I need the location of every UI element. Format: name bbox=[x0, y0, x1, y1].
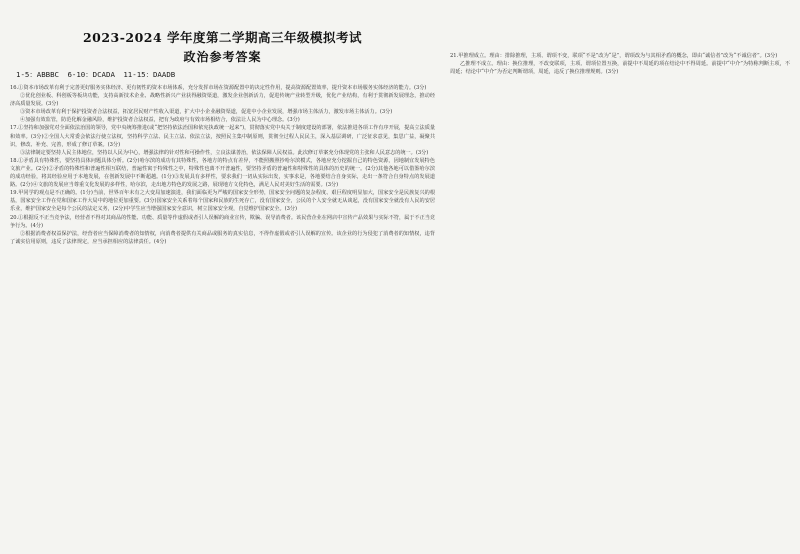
choice-answers-1-5: 1-5：ABBBC bbox=[16, 70, 59, 79]
q20-answer-part-1: 20.①根据反不正当竞争法，经营者不得对其商品的性能、功能、质量等作虚假或者引人误解的商业宣传，欺骗、误导消费者。该民营企业在网店中宣传产品效果与实际不符，属于不正当竞争行为。(4分) bbox=[10, 214, 435, 229]
q16-answer-part-1: 16.①资本市场改革有利于完善更好服务实体经济、更有韧性的资本市场体系，充分发挥市场在资源配置中的决定性作用，提高资源配置效率，提升资本市场服务实体经济的能力。(3分) bbox=[10, 85, 427, 91]
answer-key-title: 政治参考答案 bbox=[183, 50, 262, 64]
q17-answer-part-2: ③法律制定要坚持人民主体地位，坚持以人民为中心，增强法律的针对性和可操作性，立良法谋善治，依法保障人民权益。此次修订草案充分体现党的主张和人民意志的统一。(3分) bbox=[20, 149, 429, 156]
q18-answer: 18.①矛盾具有特殊性，要坚持具体问题具体分析。(2分)哈尔滨的成功有其特殊性，各地方的特点有差异，不能照搬照抄哈尔滨模式，各地应充分挖掘自己的特色资源，因地制宜发展特色文旅产业。(2分)②矛盾的特殊性和普遍性相互联结，普遍性寓于特殊性之中，特殊性也离不开普遍性，要坚持矛盾的普遍性和特殊性的具体的历史的统一。(2分)其他各地可以借鉴哈尔滨的成功经验，将其经验应用于本地发展，在创新发展中不断超越。(1分)③发展具有多样性，要求我们一切从实际出发，实事求是，各地要结合自身实际，走出一条符合自身特点的发展道路。(2分)④文旅的发展应当尊重文化发展的多样性，哈尔滨，走出地方特色的发展之路，展现地方文化特色，满足人民对美好生活的需要。(3分) bbox=[10, 157, 435, 189]
right-column bbox=[450, 52, 790, 77]
q16-answer-part-4: ④加强有效监管，防范化解金融风险，维护投资者合法权益，把有为政府与有效市场相结合，依法让人民为中心理念。(3分) bbox=[20, 117, 300, 124]
q19-answer: 19.甲同学的观点是不正确的。(1分)当前，世界百年未有之大变局加速演进，我们面临更为严峻的国家安全形势，国家安全问题的复杂程度、艰巨程度明显加大，国家安全是民族复兴的根基，国家安全工作在党和国家工作大局中的地位更加重要。(3分)国家安全关系着每个国家和民族的生死存亡，没有国家安全，公民的个人安全就无从谈起，没有国家安全就没有人民的安居乐业，维护国家安全是每个公民的法定义务，(2分)中学生应当增强国家安全意识，树立国家安全观，自觉维护国家安全。(3分) bbox=[10, 190, 435, 213]
q16-answer-part-3: ③资本市场改革有利于保护投资者合法权益，拓宽居民财产性收入渠道，扩大中小企业融资渠道，促进中小企业发展，增强市场主体活力，激发市场主体活力。(3分) bbox=[20, 109, 393, 116]
q21-answer-part-2: 乙推理不成立。理由：换位推理，不改变联项，主项、谓项位置互换，前提中不周延的项在结论中不得周延。前提中“中介”为特称判断主项，不周延；结论中“中介”为否定判断谓项，周延，违反了换位推理规则。(3分) bbox=[450, 61, 790, 76]
q21-answer-part-1: 21.甲推理成立。理由：排除推理，主项、谓项不变，联项“不是”改为“是”，谓项改为与其相矛盾的概念，即由“诚信者”改为“不诚信者”。(3分) bbox=[450, 53, 778, 59]
multiple-choice-answers bbox=[16, 69, 435, 80]
choice-answers-11-15: 11-15：DAADB bbox=[123, 70, 176, 79]
q17-answer-part-1: 17.①坚持和加强党对全面依法治国的领导，党中央统筹推进(或“把坚持依法治国和依宪执政统一起来”)，贯彻落实党中央关于制度建设的部署，依法推进各项工作有序开展，提高立法质量和效率。(3分)②全国人大常委会依法行使立法权，坚持科学立法、民主立法、依法立法，按照民主集中制原则，贯彻全过程人民民主，深入基层调研，广泛征求意见，集思广益，凝聚共识，修改、补充、完善，形成了修订草案。(3分) bbox=[10, 125, 435, 148]
exam-title: 2023-2024 学年度第二学期高三年级模拟考试 bbox=[82, 30, 363, 45]
q16-answer-part-2: ②优化创业板、科创板等板块功能，支持高新技术企业、战略性新兴产业获得融资渠道，激发企业创新活力，促进传统产业转型升级，优化产业结构，有利于贯彻新发展理念，推动经济高质量发展。(3分) bbox=[10, 93, 435, 108]
q20-answer-part-2: ②根据消费者权益保护法，经营者应当保障消费者的知情权，向消费者提供有关商品或服务的真实信息，不得作虚假或者引人误解的宣传。该企业的行为侵犯了消费者的知情权，违背了诚实信用原则，违反了法律规定，应当承担相应的法律责任。(4分) bbox=[10, 230, 435, 245]
choice-answers-6-10: 6-10：DCADA bbox=[67, 70, 115, 79]
left-column bbox=[10, 28, 435, 246]
